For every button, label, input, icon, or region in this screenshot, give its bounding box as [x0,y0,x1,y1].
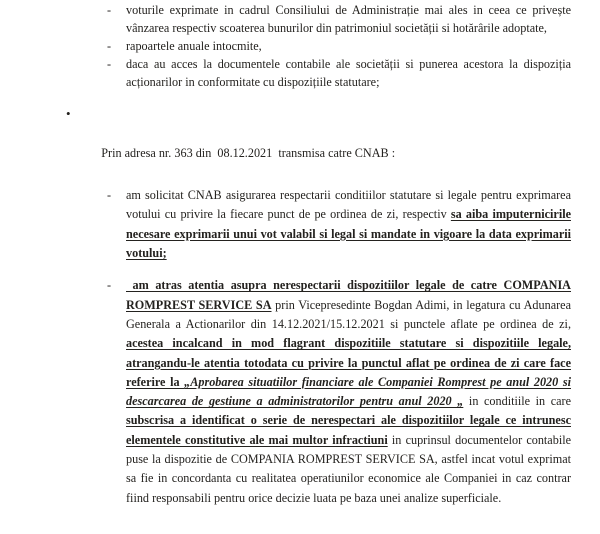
list-item-text: voturile exprimate in cadrul Consiliului de Administrație mai ales in ceea ce privește vânzarea respectiv scoaterea bunurilor din patrimoniul societății si hotărârile adoptate, [126,3,571,35]
text-segment-bold-italic-underline: „Aprobarea situatiilor financiare ale Companiei Romprest pe anul 2020 si descarcarea de gestiune a administratorilor pentru anul 2020 „ [126,374,571,409]
list-item [107,37,571,55]
text-segment: in conditiile in care [463,394,572,409]
dash-marker: - [107,278,112,293]
text-segment: prin Vicepresedinte Bogdan Adimi, in legatura cu Adunarea Generala a Actionarilor din 14.12.2021/15.12.2021 si punctele aflate pe ordinea de zi, [126,297,571,331]
bullet-item [66,105,600,182]
list-item [107,55,571,91]
text-segment: am solicitat CNAB asigurarea respectarii conditiilor statutare si legale pentru exprimarea votului cu privire la fiecare punct de pe ordinea de zi, respectiv [126,188,571,222]
dash-marker: - [107,57,112,71]
bullet-item-text: Prin adresa nr. 363 din 08.12.2021 transmisa catre CNAB : [101,145,396,160]
dash-marker: - [107,3,112,17]
text-segment-bold-underline: subscrisa a identificat o serie de nerespectari ale dispozitiilor legale ce intrunesc elementele constitutive ale mai multor infractiuni [126,413,571,447]
dash-marker: - [107,39,112,53]
text-segment-bold-underline: sa aiba imputernicirile necesare exprimarii unui vot valabil si legal si mandate in vigoare la data exprimarii votului; [126,207,571,261]
text-segment-bold-underline: acestea incalcand in mod flagrant dispozitiile statutare si dispozitiile legale, atrangandu-le atentia totodata cu privire la punctul aflat pe ordinea de zi care face referire la [126,336,571,389]
text-segment-bold-underline: am atras atentia asupra nerespectarii dispozitiilor legale de catre COMPANIA ROMPREST SERVICE SA [126,278,571,312]
list-item [107,186,571,263]
list-item [107,1,571,37]
list-item-text: daca au acces la documentele contabile ale societății si punerea acestora la dispoziția acționarilor in conformitate cu dispozițiile statutare; [126,57,571,89]
bullet-marker: • [66,106,71,121]
text-segment: in cuprinsul documentelor contabile puse la dispozitie de COMPANIA ROMPREST SERVICE SA, astfel incat votul exprimat sa fie in concordanta cu realitatea operatiunilor economice ale Companiei in caz contrar fiind responsabili pentru orice decizie luata pe baza unei analize superficiale. [126,432,571,505]
list-item [107,276,572,508]
dash-marker: - [107,188,112,203]
list-item-text: rapoartele anuale intocmite, [126,39,262,53]
